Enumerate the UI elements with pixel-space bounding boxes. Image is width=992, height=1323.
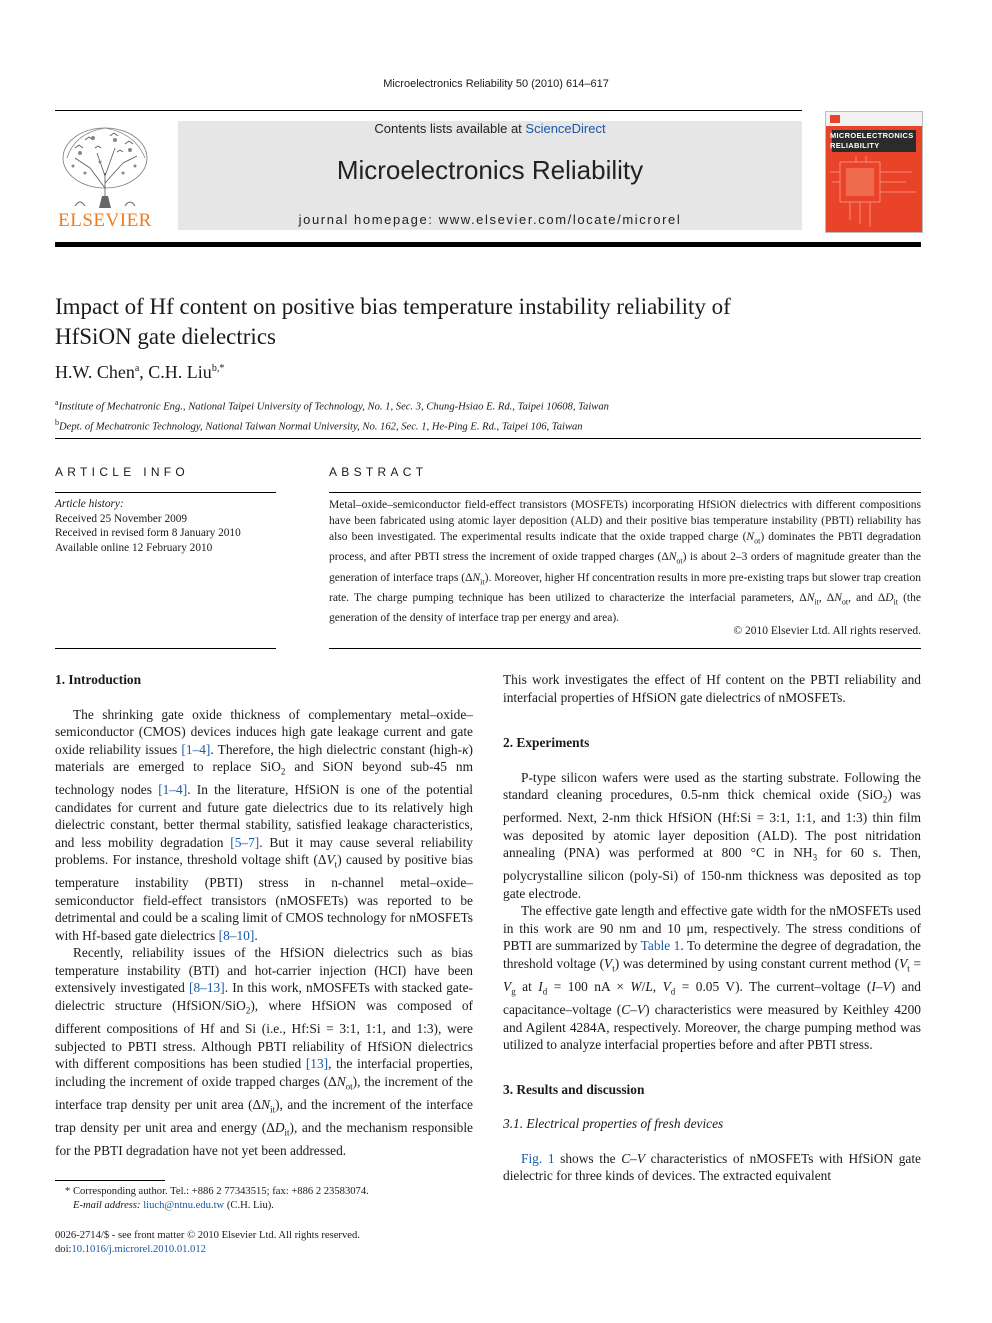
abstract-bottom-rule [329, 648, 921, 649]
section-heading-introduction: 1. Introduction [55, 672, 142, 687]
author-chen-aff: a [134, 363, 140, 374]
body-column-left [55, 671, 473, 1160]
title-line-1: Impact of Hf content on positive bias temperature instability reliability of [55, 294, 731, 319]
issn-line: 0026-2714/$ - see front matter © 2010 Elsevier Ltd. All rights reserved. [55, 1230, 360, 1241]
doi-prefix: doi: [55, 1244, 72, 1255]
article-info-rule [55, 492, 276, 493]
experiments-paragraph-2: The effective gate length and effective gate width for the nMOSFETs used in this work are 90 nm and 10 μm, respectively. The stress conditions of PBTI are summarized by Table 1. To determine the degree of degradation, the threshold voltage $(V_t)$ was determined by using constant current method ($V_t = V_g$ at $I_d = 100$ nA × W/L, $V_d = 0.05$ V). The current–voltage (I–V) and capacitance–voltage (C–V) characteristics were measured by Keithley 4200 and Agilent 4284A, respectively. Moreover, the charge pumping method was utilized to analyze interfacial properties before and after PBTI stress. [503, 903, 922, 1053]
intro-paragraph-2: Recently, reliability issues of the HfSiON dielectrics such as bias temperature instability (BTI) and hot-carrier injection (HCI) have been extensively investigated [8–13]. In this work, nMOSFETs with stacked gate-dielectric structure (HfSiON/SiO$_2$), where HfSiON was composed of different compositions of Hf and Si (i.e., Hf:Si = 3:1, 1:1, and 1:3), were subjected to PBTI stress. Although PBTI reliability of HfSiON dielectrics with different compositions has been studied [13], the interfacial properties, including the increment of oxide trapped charges $(\Delta N_{ot})$, the increment of the interface trap density per unit area $(\Delta N_{it})$, and the increment of the interface trap density per unit area and energy $(\Delta D_{it})$, and the mechanism responsible for the PBTI degradation have not yet been addressed. [55, 945, 474, 1159]
online-date: Available online 12 February 2010 [55, 541, 213, 554]
aff-b-marker: b [55, 417, 59, 427]
email-note [55, 1199, 473, 1213]
revised-date: Received in revised form 8 January 2010 [55, 527, 241, 539]
abstract-text: Metal–oxide–semiconductor field-effect transistors (MOSFETs) incorporating HfSiON dielectrics with different compositions have been fabricated using atomic layer deposition (ALD) and their positive bias temperature instability (PBTI) reliability has also been investigated. The experimental results indicate that the oxide trapped charge $(N_{ot})$ dominates the PBTI degradation process, and after PBTI stress the increment of oxide trapped charges $(\Delta N_{ot})$ is about 2–3 orders of magnitude greater than the generation of interface traps $(\Delta N_{it})$. Moreover, higher Hf concentration results in more pre-existing traps but slower trap creation rate. The charge pumping technique has been utilized to characterize the interfacial parameters, $\Delta N_{it}$, $\Delta N_{ot}$, and $\Delta D_{it}$ (the generation of the density of interface trap per energy and area). [329, 499, 921, 625]
section-heading-experiments: 2. Experiments [503, 735, 590, 750]
cover-graphic [826, 112, 922, 232]
aff-a-text: Institute of Mechatronic Eng., National Taipei University of Technology, No. 1, Sec. 3, Chung-Hsiao E. Rd., Taipei 10608, Taiwan [58, 401, 609, 413]
email-label: E-mail address: [73, 1200, 141, 1211]
footnote-rule [55, 1180, 165, 1181]
author-list: H.W. Chen$^a$, C.H. Liu$^{b,*}$ [55, 362, 225, 382]
received-date: Received 25 November 2009 [55, 512, 188, 525]
aff-b-text: Dept. of Mechatronic Technology, National Taiwan Normal University, No. 162, Sec. 1, He-Ping E. Rd., Taipei 106, Taiwan [59, 421, 583, 433]
title-divider [55, 438, 921, 439]
title-line-2: HfSiON gate dielectrics [55, 324, 276, 349]
intro-paragraph-3: This work investigates the effect of Hf content on the PBTI reliability and interfacial properties of HfSiON gate dielectrics of nMOSFETs. [503, 672, 921, 705]
affiliations [55, 395, 915, 434]
page-footer [55, 1229, 473, 1257]
corresponding-author-note: * Corresponding author. Tel.: +886 2 77343515; fax: +886 2 23583074. [65, 1186, 369, 1197]
contents-line [178, 121, 802, 136]
header-thick-rule [55, 242, 921, 247]
doi-line [55, 1243, 473, 1257]
contents-prefix: Contents lists available at [374, 121, 526, 136]
author-liu-aff: b,* [211, 363, 225, 374]
body-column-right [503, 671, 921, 1185]
doi-link[interactable]: 10.1016/j.microrel.2010.01.012 [71, 1244, 206, 1255]
article-info-heading: ARTICLE INFO [55, 465, 190, 479]
article-title [55, 292, 935, 352]
sciencedirect-link[interactable]: ScienceDirect [525, 121, 606, 136]
author-chen[interactable]: H.W. Chen [55, 362, 135, 382]
journal-homepage[interactable]: journal homepage: www.elsevier.com/locate/microrel [298, 212, 682, 227]
elsevier-wordmark: ELSEVIER [58, 210, 152, 231]
journal-citation: Microelectronics Reliability 50 (2010) 614–617 [383, 78, 609, 90]
history-label: Article history: [55, 498, 124, 510]
subsection-heading-3-1: 3.1. Electrical properties of fresh devices [503, 1116, 724, 1132]
article-info-bottom-rule [55, 648, 276, 649]
abstract-heading: ABSTRACT [329, 465, 428, 479]
header-rule [55, 110, 802, 111]
footnote [55, 1185, 473, 1213]
abstract-rule [329, 492, 921, 493]
author-email-link[interactable]: liuch@ntnu.edu.tw [143, 1200, 225, 1211]
section-heading-results: 3. Results and discussion [503, 1081, 645, 1097]
experiments-paragraph-1: P-type silicon wafers were used as the starting substrate. Following the standard cleaning procedures, 0.5-nm thick chemical oxide (SiO$_2$) was performed. Next, 2-nm thick HfSiON (Hf:Si = 3:1, 1:1, and 1:3) thin film was deposited by atomic layer deposition (ALD). The post nitridation annealing (PNA) was performed at 800 °C in $NH_3$ for 60 s. Then, polycrystalline silicon (poly-Si) of 150-nm thickness was deposited as top gate electrode. [503, 769, 921, 901]
affiliation-a [55, 395, 915, 415]
cover-title: MICROELECTRONICS RELIABILITY [830, 131, 914, 150]
article-history [55, 497, 275, 555]
author-liu[interactable]: C.H. Liu [148, 362, 212, 382]
journal-title: Microelectronics Reliability [336, 155, 644, 185]
intro-paragraph-1: The shrinking gate oxide thickness of complementary metal–oxide–semiconductor (CMOS) devices induces high gate leakage current and gate oxide reliability issues [1–4]. Therefore, the high dielectric constant (high-κ) materials are emerged to replace SiO$_2$ and SiON beyond sub-45 nm technology nodes [1–4]. In the literature, HfSiON is one of the potential candidates for current and future gate dielectrics due to its relatively high dielectric constant, better thermal stability, satisfied leakage characteristics, and less mobility degradation [5–7]. But it may cause several reliability problems. For instance, threshold voltage shift $(\Delta V_t)$ caused by positive bias temperature instability (PBTI) stress in n-channel metal–oxide–semiconductor field-effect transistors (nMOSFETs) was reported to be detrimental and could be a scaling limit of CMOS technology for nMOSFETs with Hf-based gate dielectrics [8–10]. [55, 706, 474, 943]
affiliation-b [55, 415, 915, 435]
email-suffix: (C.H. Liu). [226, 1200, 274, 1211]
aff-a-marker: a [55, 398, 59, 407]
abstract-copyright: © 2010 Elsevier Ltd. All rights reserved. [733, 625, 921, 637]
journal-cover-image [825, 111, 923, 233]
results-paragraph-1: Fig. 1 shows the C–V characteristics of nMOSFETs with HfSiON gate dielectric for three kinds of devices. The extracted equivalent [503, 1150, 921, 1184]
